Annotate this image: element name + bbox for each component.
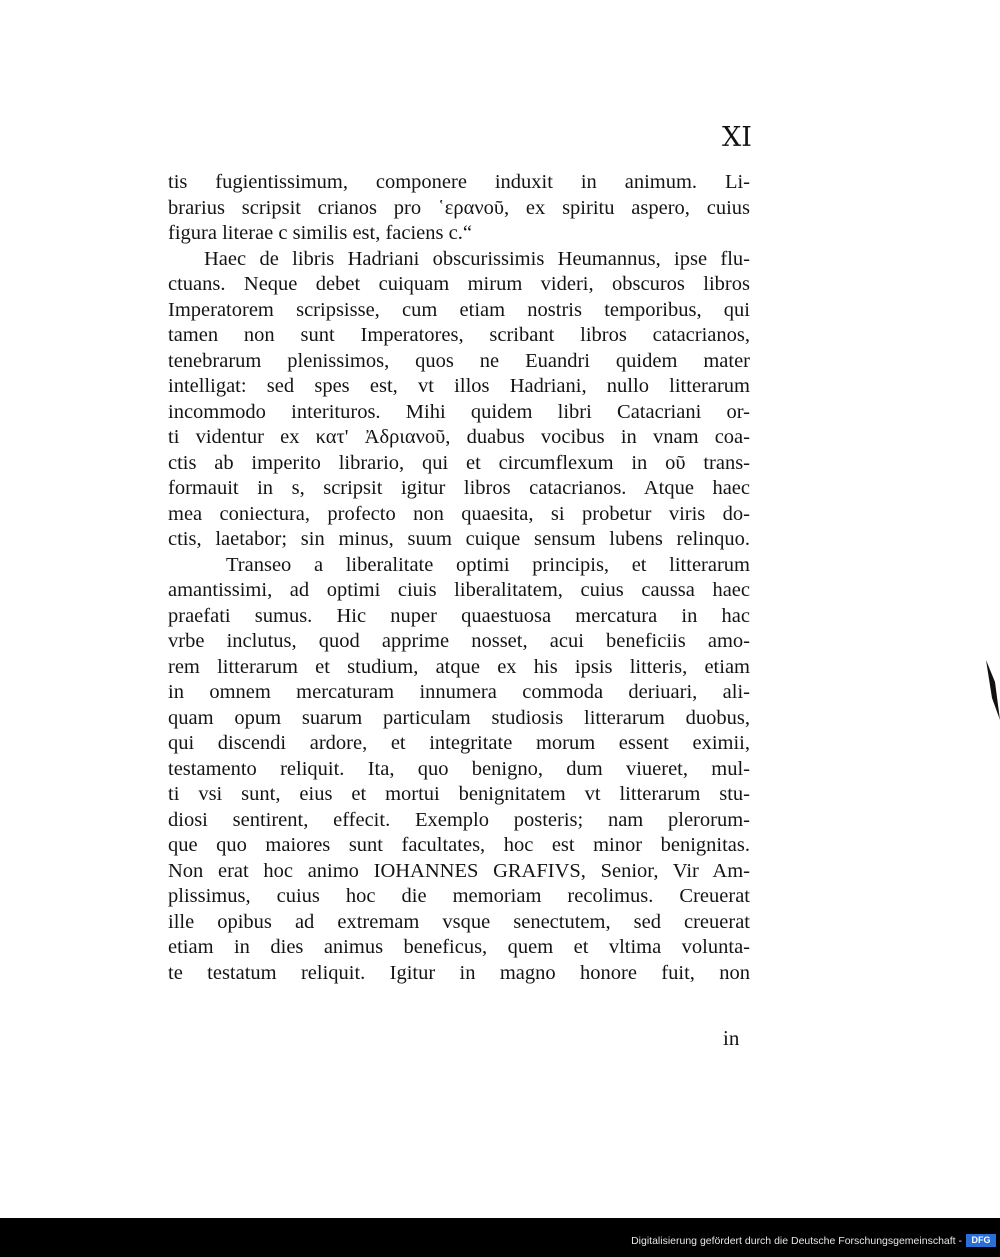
text-line: ctuans. Neque debet cuiquam mirum videri, obscuros libros <box>168 273 750 295</box>
text-line: qui discendi ardore, et integritate morum essent eximii, <box>168 732 750 754</box>
text-line: etiam in dies animus beneficus, quem et vltima volunta- <box>168 936 750 958</box>
text-line: que quo maiores sunt facultates, hoc est minor benignitas. <box>168 834 750 856</box>
text-line: praefati sumus. Hic nuper quaestuosa mercatura in hac <box>168 604 750 627</box>
page-number: XI <box>722 122 752 153</box>
footer-bar <box>0 1218 1000 1257</box>
text-line: amantissimi, ad optimi ciuis liberalitatem, cuius caussa haec <box>168 579 750 601</box>
text-line: Imperatorem scripsisse, cum etiam nostris temporibus, qui <box>168 298 750 321</box>
text-line: tamen non sunt Imperatores, scribant libros catacrianos, <box>168 324 750 346</box>
text-line: quam opum suarum particulam studiosis litterarum duobus, <box>168 706 750 729</box>
text-line: ctis, laetabor; sin minus, suum cuique sensum lubens relinquo. <box>168 528 750 550</box>
text-line: tis fugientissimum, componere induxit in animum. Li- <box>168 171 750 193</box>
text-line: te testatum reliquit. Igitur in magno honore fuit, non <box>168 961 750 984</box>
text-line: ti vsi sunt, eius et mortui benignitatem vt litterarum stu- <box>168 783 750 805</box>
text-line: tenebrarum plenissimos, quos ne Euandri quidem mater <box>168 349 750 372</box>
text-line: mea coniectura, profecto non quaesita, si probetur viris do- <box>168 502 750 525</box>
text-line: diosi sentirent, effecit. Exemplo posteris; nam plerorum- <box>168 808 750 831</box>
text-line: Non erat hoc animo IOHANNES GRAFIVS, Senior, Vir Am- <box>168 859 750 882</box>
text-line: rem litterarum et studium, atque ex his ipsis litteris, etiam <box>168 655 750 678</box>
text-line: ctis ab imperito librario, qui et circumflexum in οῦ trans- <box>168 451 750 474</box>
text-line: Transeo a liberalitate optimi principis, et litterarum <box>226 553 750 576</box>
text-line: Haec de libris Hadriani obscurissimis Heumannus, ipse flu- <box>204 247 750 270</box>
funding-credit: Digitalisierung gefördert durch die Deutsche Forschungsgemeinschaft - <box>631 1235 962 1247</box>
dfg-logo: DFG <box>966 1234 996 1247</box>
text-line: plissimus, cuius hoc die memoriam recolimus. Creuerat <box>168 885 750 907</box>
text-line: brarius scripsit crianos pro ῾ερανοῦ, ex spiritu aspero, cuius <box>168 196 750 219</box>
text-line: testamento reliquit. Ita, quo benigno, dum viueret, mul- <box>168 757 750 780</box>
text-line: figura literae c similis est, faciens c.“ <box>168 222 472 244</box>
text-line: in omnem mercaturam innumera commoda deriuari, ali- <box>168 681 750 703</box>
catchword: in <box>723 1026 740 1050</box>
text-line: vrbe inclutus, quod apprime nosset, acui beneficiis amo- <box>168 630 750 652</box>
text-line: ti videntur ex κατ' Ἀδριανοῦ, duabus vocibus in vnam coa- <box>168 426 750 448</box>
text-line: intelligat: sed spes est, vt illos Hadriani, nullo litterarum <box>168 375 750 397</box>
scan-edge-mark <box>986 660 1000 720</box>
text-line: incommodo interituros. Mihi quidem libri Catacriani or- <box>168 400 750 423</box>
text-line: formauit in s, scripsit igitur libros catacrianos. Atque haec <box>168 477 750 499</box>
text-line: ille opibus ad extremam vsque senectutem, sed creuerat <box>168 910 750 933</box>
body-text <box>168 170 750 986</box>
